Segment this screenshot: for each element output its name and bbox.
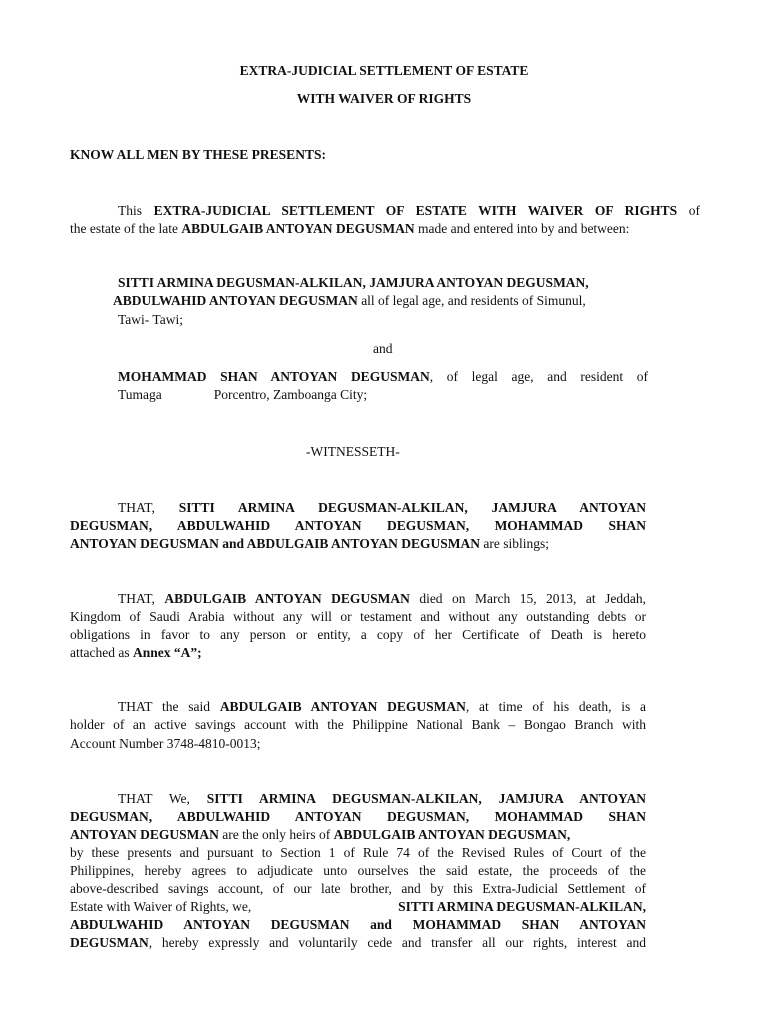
para4-line-5: Philippines, hereby agrees to adjudicate unto ourselves the said estate, the proceeds of the (70, 863, 646, 878)
para3-line-2: holder of an active savings account with the Philippine National Bank – Bongao Branch with (70, 717, 646, 732)
para4-line-1: THAT We, SITTI ARMINA DEGUSMAN-ALKILAN, JAMJURA ANTOYAN (118, 791, 646, 806)
party1-line-1: SITTI ARMINA DEGUSMAN-ALKILAN, JAMJURA ANTOYAN DEGUSMAN, (118, 275, 589, 290)
intro-line-2: the estate of the late ABDULGAIB ANTOYAN DEGUSMAN made and entered into by and between: (70, 221, 630, 236)
para3-line-3: Account Number 3748-4810-0013; (70, 736, 261, 751)
greeting: KNOW ALL MEN BY THESE PRESENTS: (70, 147, 326, 162)
para2-line-3: obligations in favor to any person or entity, a copy of her Certificate of Death is hereto (70, 627, 646, 642)
para4-line-7: Estate with Waiver of Rights, we, SITTI ARMINA DEGUSMAN-ALKILAN, (70, 899, 646, 914)
intro-line-1: This EXTRA-JUDICIAL SETTLEMENT OF ESTATE WITH WAIVER OF RIGHTS of (118, 203, 700, 218)
para4-line-8: ABDULWAHID ANTOYAN DEGUSMAN and MOHAMMAD SHAN ANTOYAN (70, 917, 646, 932)
document-title-line-2: WITH WAIVER OF RIGHTS (296, 91, 472, 106)
para2-line-4: attached as Annex “A”; (70, 645, 202, 660)
para1-line-1: THAT, SITTI ARMINA DEGUSMAN-ALKILAN, JAMJURA ANTOYAN (118, 500, 646, 515)
witnesseth-heading: -WITNESSETH- (306, 444, 400, 459)
para2-line-2: Kingdom of Saudi Arabia without any will or testament and without any outstanding debts or (70, 609, 646, 624)
document-title-line-1: EXTRA-JUDICIAL SETTLEMENT OF ESTATE (239, 63, 529, 78)
party2-line-1: MOHAMMAD SHAN ANTOYAN DEGUSMAN, of legal age, and resident of (118, 369, 649, 384)
para4-line-6: above-described savings account, of our late brother, and by this Extra-Judicial Settlement of (70, 881, 646, 896)
party2-line-2: Tumaga Porcentro, Zamboanga City; (118, 387, 368, 402)
party1-line-3: Tawi- Tawi; (118, 312, 183, 327)
para1-line-2: DEGUSMAN, ABDULWAHID ANTOYAN DEGUSMAN, MOHAMMAD SHAN (70, 518, 646, 533)
and-connector: and (373, 341, 393, 356)
para4-line-4: by these presents and pursuant to Section 1 of Rule 74 of the Revised Rules of Court of the (70, 845, 646, 860)
para3-line-1: THAT the said ABDULGAIB ANTOYAN DEGUSMAN, at time of his death, is a (118, 699, 647, 714)
para1-line-3: ANTOYAN DEGUSMAN and ABDULGAIB ANTOYAN DEGUSMAN are siblings; (70, 536, 549, 551)
para4-line-2: DEGUSMAN, ABDULWAHID ANTOYAN DEGUSMAN, MOHAMMAD SHAN (70, 809, 646, 824)
para4-line-9: DEGUSMAN, hereby expressly and voluntarily cede and transfer all our rights, interest and (70, 935, 646, 950)
para2-line-1: THAT, ABDULGAIB ANTOYAN DEGUSMAN died on March 15, 2013, at Jeddah, (118, 591, 646, 606)
para4-line-3: ANTOYAN DEGUSMAN are the only heirs of ABDULGAIB ANTOYAN DEGUSMAN, (70, 827, 571, 842)
party1-line-2: ABDULWAHID ANTOYAN DEGUSMAN all of legal age, and residents of Simunul, (113, 293, 586, 308)
